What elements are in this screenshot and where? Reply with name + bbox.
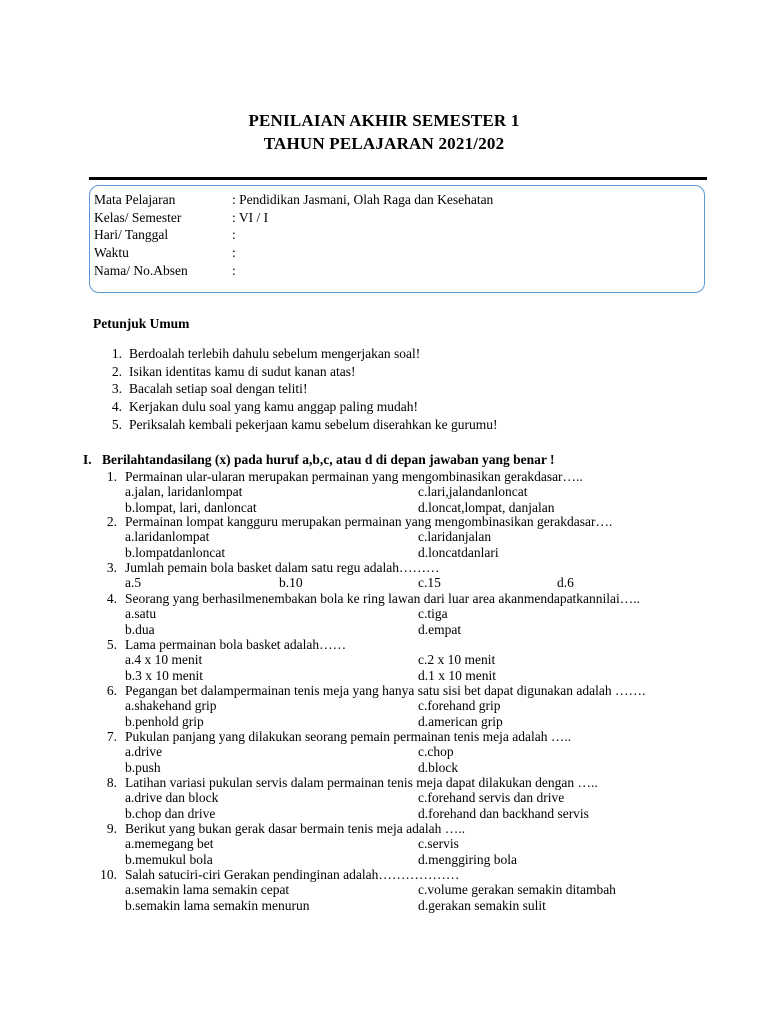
instruction-number: 2. [111,364,122,379]
answer-option-b[interactable]: b.lompat, lari, danloncat [125,500,257,515]
question-number: 10. [100,867,117,882]
instruction-text: Bacalah setiap soal dengan teliti! [129,381,308,396]
answer-option-d[interactable]: d.gerakan semakin sulit [418,898,546,913]
answer-option-d[interactable]: d.1 x 10 menit [418,668,496,683]
identity-value: : [232,227,236,242]
answer-option-b[interactable]: b.semakin lama semakin menurun [125,898,310,913]
identity-label: Nama/ No.Absen [94,263,188,278]
identity-value: : VI / I [232,210,269,225]
identity-value: : [232,263,236,278]
answer-option-c[interactable]: c.chop [418,744,454,759]
instructions-title: Petunjuk Umum [93,316,190,331]
question [0,867,768,883]
answer-option-c[interactable]: c.2 x 10 menit [418,652,496,667]
question-text: Pukulan panjang yang dilakukan seorang pemain permainan tenis meja adalah ….. [125,729,572,744]
instruction-number: 3. [111,381,122,396]
answer-option-a[interactable]: a.drive dan block [125,790,219,805]
answer-option-a[interactable]: a.jalan, laridanlompat [125,484,243,499]
answer-option-a[interactable]: a.drive [125,744,163,759]
answer-option-a[interactable]: a.satu [125,606,157,621]
question-number: 5. [106,637,117,652]
header-divider [89,177,707,180]
answer-option-d[interactable]: d.american grip [418,714,503,729]
answer-option-c[interactable]: c.15 [418,575,441,590]
identity-label: Mata Pelajaran [94,192,176,207]
instruction-text: Berdoalah terlebih dahulu sebelum mengerjakan soal! [129,346,421,361]
identity-label: Waktu [94,245,129,260]
question-number: 9. [106,821,117,836]
answer-option-b[interactable]: b.lompatdanloncat [125,545,226,560]
question-text: Seorang yang berhasilmenembakan bola ke ring lawan dari luar area akanmendapatkannilai….. [125,591,641,606]
question-text: Berikut yang bukan gerak dasar bermain tenis meja adalah ….. [125,821,466,836]
answer-option-c[interactable]: c.forehand grip [418,698,501,713]
answer-option-a[interactable]: a.memegang bet [125,836,214,851]
identity-value: : Pendidikan Jasmani, Olah Raga dan Kesehatan [232,192,494,207]
section-instruction: Berilahtandasilang (x) pada huruf a,b,c, atau d di depan jawaban yang benar ! [102,452,555,467]
question-number: 2. [106,514,117,529]
question-text: Jumlah pemain bola basket dalam satu regu adalah……… [125,560,440,575]
question-text: Latihan variasi pukulan servis dalam permainan tenis meja dapat dilakukan dengan ….. [125,775,598,790]
question-text: Permainan ular-ularan merupakan permainan yang mengombinasikan gerakdasar….. [125,469,583,484]
exam-title: PENILAIAN AKHIR SEMESTER 1 [248,111,520,130]
question [0,729,768,745]
question-text: Salah satuciri-ciri Gerakan pendinginan adalah……………… [125,867,460,882]
answer-option-d[interactable]: d.menggiring bola [418,852,517,867]
question [0,514,768,530]
answer-option-d[interactable]: d.6 [557,575,574,590]
question [0,469,768,485]
answer-option-c[interactable]: c.servis [418,836,459,851]
instruction-text: Periksalah kembali pekerjaan kamu sebelum diserahkan ke gurumu! [129,417,498,432]
question [0,560,768,576]
question-number: 1. [106,469,117,484]
answer-option-a[interactable]: a.5 [125,575,142,590]
question-number: 6. [106,683,117,698]
answer-option-c[interactable]: c.laridanjalan [418,529,492,544]
answer-option-d[interactable]: d.empat [418,622,462,637]
instruction-text: Kerjakan dulu soal yang kamu anggap paling mudah! [129,399,419,414]
answer-option-b[interactable]: b.memukul bola [125,852,213,867]
question [0,637,768,653]
question [0,775,768,791]
answer-option-b[interactable]: b.3 x 10 menit [125,668,203,683]
question-text: Pegangan bet dalampermainan tenis meja yang hanya satu sisi bet dapat digunakan adalah ……. [125,683,646,698]
answer-option-b[interactable]: b.10 [279,575,303,590]
answer-option-b[interactable]: b.push [125,760,161,775]
question [0,821,768,837]
instruction-number: 1. [111,346,122,361]
question-text: Lama permainan bola basket adalah…… [125,637,347,652]
answer-option-b[interactable]: b.chop dan drive [125,806,216,821]
answer-option-d[interactable]: d.block [418,760,459,775]
answer-option-a[interactable]: a.shakehand grip [125,698,217,713]
question [0,591,768,607]
answer-option-a[interactable]: a.semakin lama semakin cepat [125,882,290,897]
question-number: 3. [106,560,117,575]
answer-option-a[interactable]: a.4 x 10 menit [125,652,203,667]
identity-label: Kelas/ Semester [94,210,182,225]
question [0,683,768,699]
instruction-number: 4. [111,399,122,414]
question-number: 8. [106,775,117,790]
academic-year: TAHUN PELAJARAN 2021/202 [263,134,505,153]
answer-option-c[interactable]: c.lari,jalandanloncat [418,484,528,499]
section-number: I. [83,452,92,467]
answer-option-b[interactable]: b.dua [125,622,155,637]
answer-option-c[interactable]: c.volume gerakan semakin ditambah [418,882,616,897]
identity-value: : [232,245,236,260]
identity-label: Hari/ Tanggal [94,227,169,242]
answer-option-b[interactable]: b.penhold grip [125,714,204,729]
question-number: 7. [106,729,117,744]
answer-option-d[interactable]: d.loncat,lompat, danjalan [418,500,555,515]
instruction-text: Isikan identitas kamu di sudut kanan atas! [129,364,356,379]
instruction-number: 5. [111,417,122,432]
answer-option-c[interactable]: c.tiga [418,606,448,621]
answer-option-c[interactable]: c.forehand servis dan drive [418,790,565,805]
question-text: Permainan lompat kangguru merupakan permainan yang mengombinasikan gerakdasar…. [125,514,613,529]
answer-option-d[interactable]: d.forehand dan backhand servis [418,806,589,821]
answer-option-a[interactable]: a.laridanlompat [125,529,210,544]
answer-option-d[interactable]: d.loncatdanlari [418,545,499,560]
question-number: 4. [106,591,117,606]
